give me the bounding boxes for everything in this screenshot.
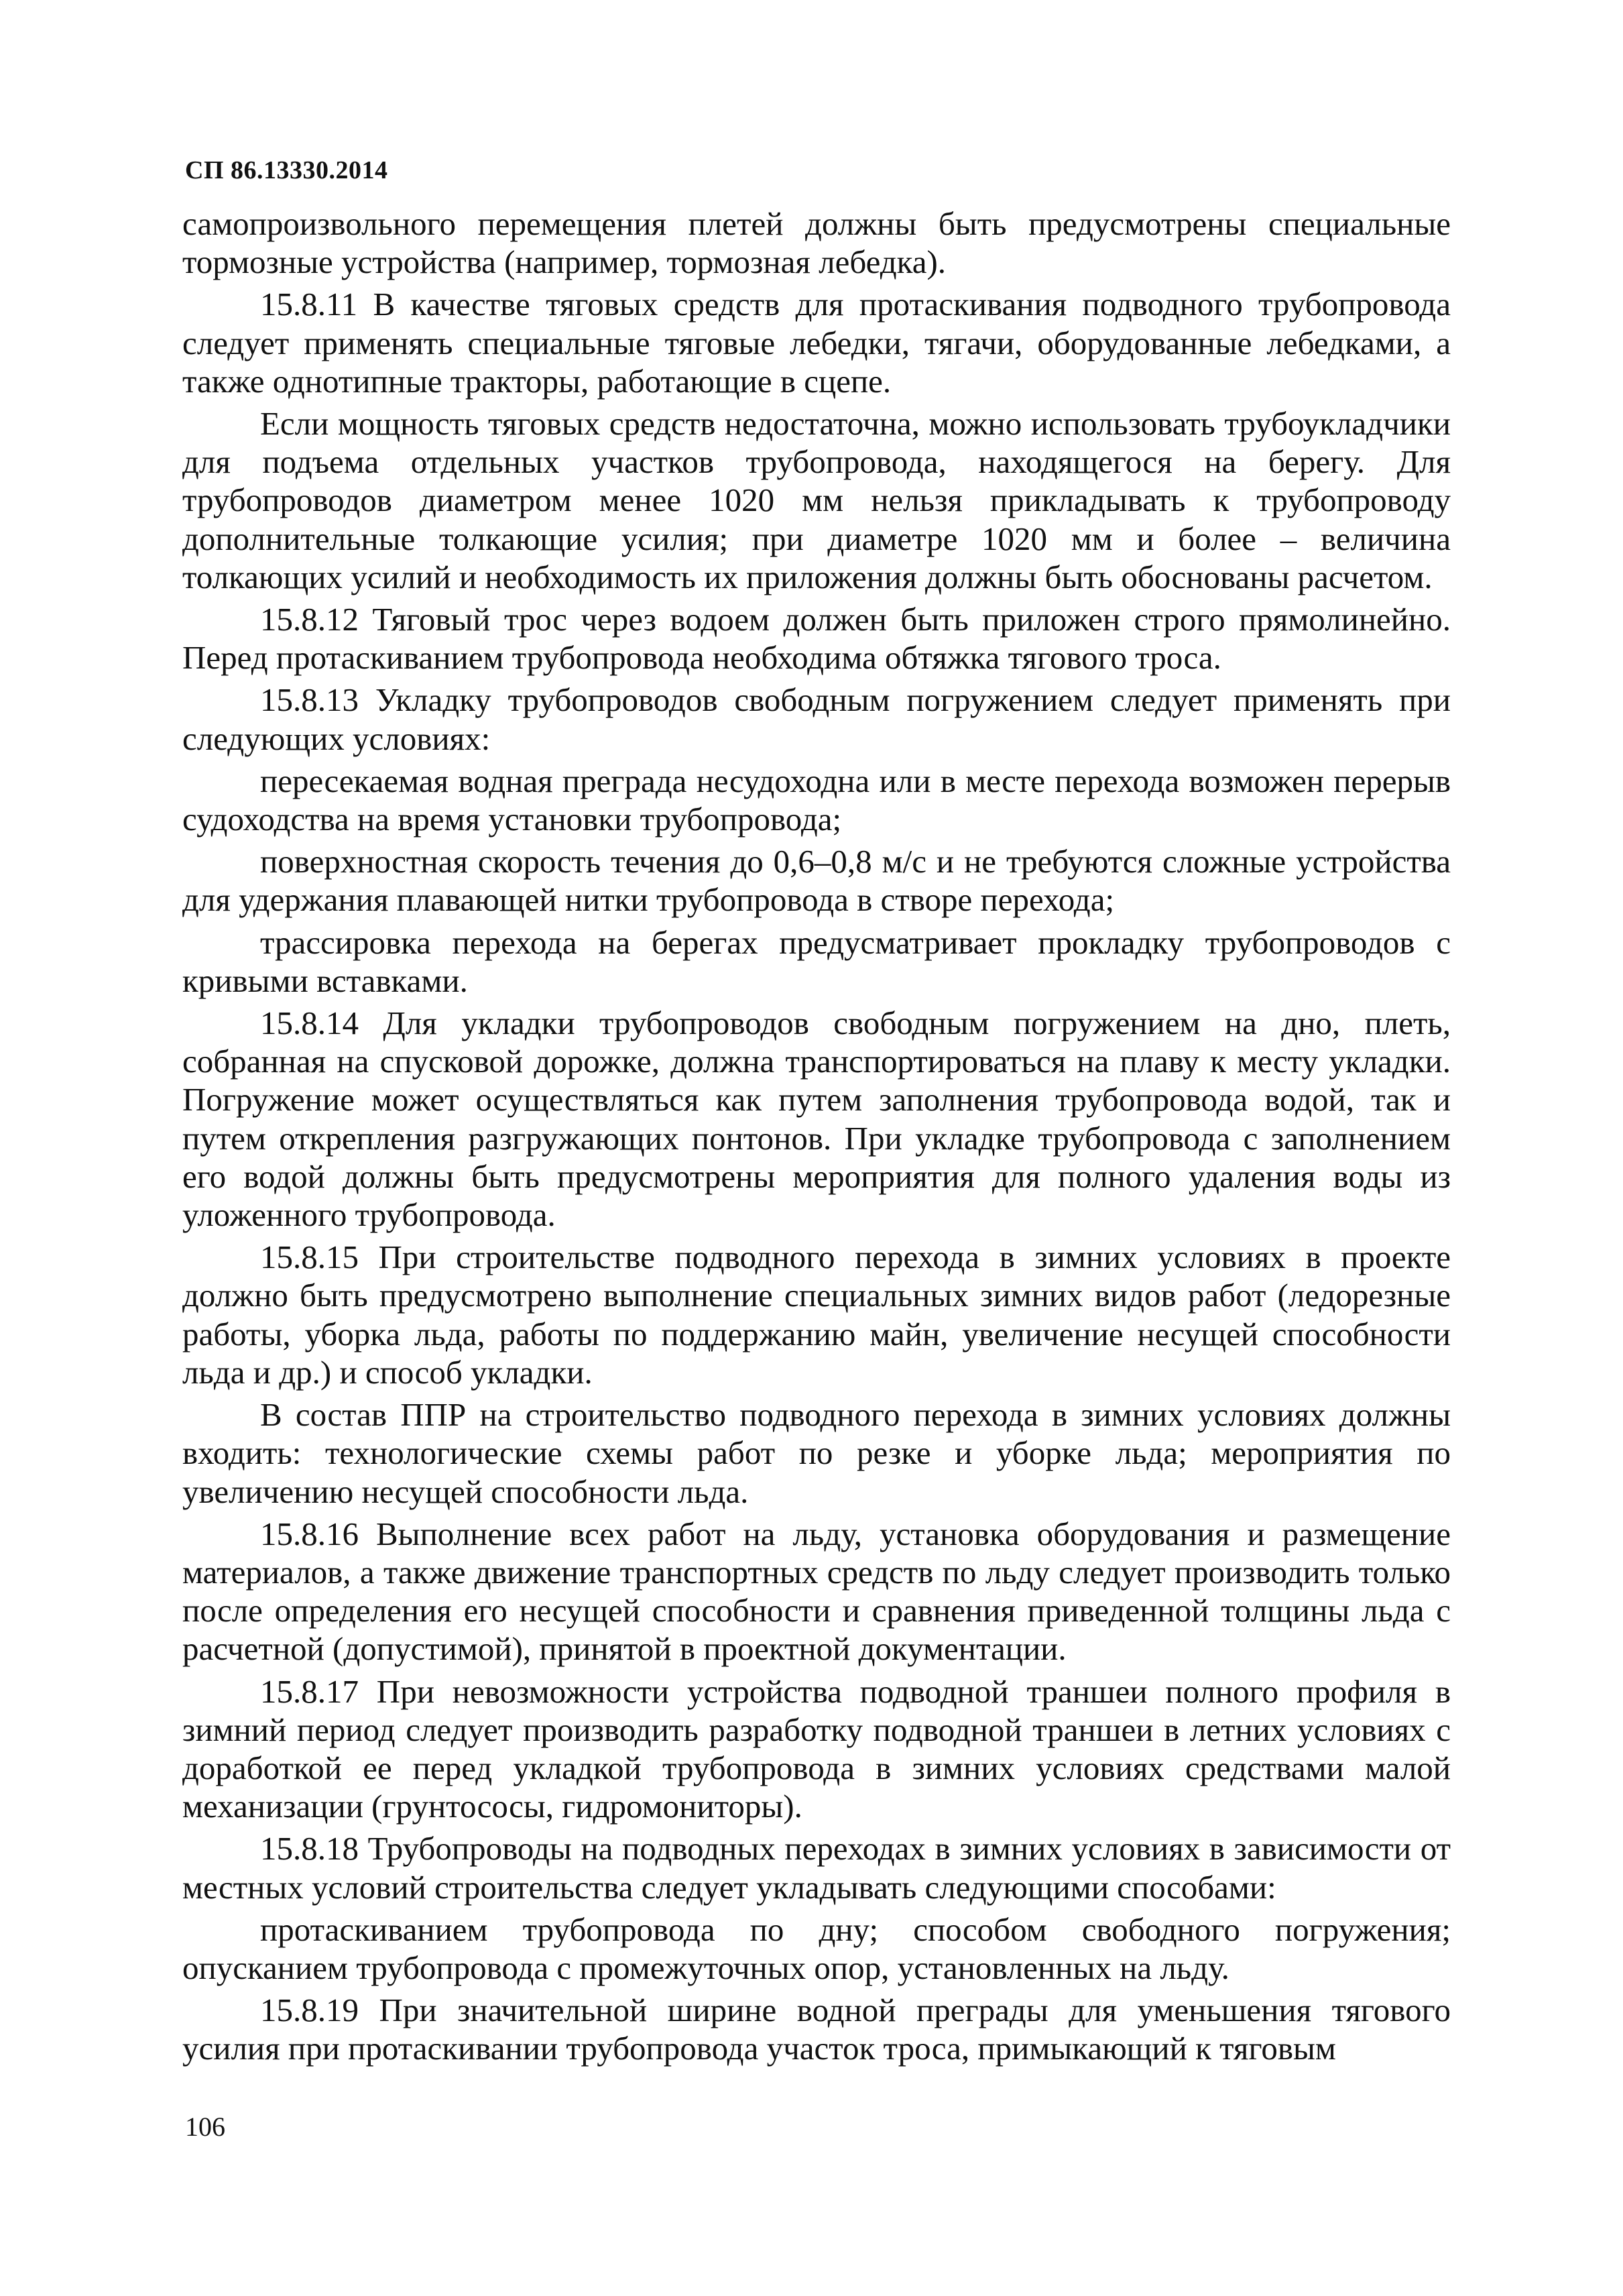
paragraph-traction-power: Если мощность тяговых средств недостаточна, можно использовать трубоукладчики для подъема отдельных участков трубопровода, находящегося на берегу. Для трубопроводов диаметром менее 1020 мм нельзя прикладывать к трубопроводу дополнительные толкающие усилия; при диаметре 1020 мм и более – величина толкающих усилий и необходимость их приложения должны быть обоснованы расчетом.	[182, 405, 1451, 595]
document-code-header: СП 86.13330.2014	[185, 156, 388, 184]
laying-methods-list: протаскиванием трубопровода по дну; способом свободного погружения; опусканием трубопровода с промежуточных опор, установленных на льду.	[182, 1910, 1451, 1986]
document-body	[182, 205, 1451, 2072]
paragraph-15-8-14: 15.8.14 Для укладки трубопроводов свободным погружением на дно, плеть, собранная на спусковой дорожке, должна транспортироваться на плаву к месту укладки. Погружение может осуществляться как путем заполнения трубопровода водой, так и путем открепления разгружающих понтонов. При укладке трубопровода с заполнением его водой должны быть предусмотрены мероприятия для полного удаления воды из уложенного трубопровода.	[182, 1005, 1451, 1234]
condition-item-3: трассировка перехода на берегах предусматривает прокладку трубопроводов с кривыми вставками.	[182, 923, 1451, 999]
paragraph-15-8-17: 15.8.17 При невозможности устройства подводной траншеи полного профиля в зимний период следует производить разработку подводной траншеи в летних условиях с доработкой ее перед укладкой трубопровода в зимних условиях средствами малой механизации (грунтососы, гидромониторы).	[182, 1672, 1451, 1825]
paragraph-continuation: самопроизвольного перемещения плетей должны быть предусмотрены специальные тормозные устройства (например, тормозная лебедка).	[182, 205, 1451, 281]
page-number: 106	[185, 2112, 225, 2142]
condition-item-1: пересекаемая водная преграда несудоходна или в месте перехода возможен перерыв судоходства на время установки трубопровода;	[182, 762, 1451, 838]
paragraph-15-8-13: 15.8.13 Укладку трубопроводов свободным погружением следует применять при следующих условиях:	[182, 681, 1451, 757]
condition-item-2: поверхностная скорость течения до 0,6–0,8 м/с и не требуются сложные устройства для удержания плавающей нитки трубопровода в створе перехода;	[182, 843, 1451, 919]
paragraph-ppr-composition: В состав ППР на строительство подводного перехода в зимних условиях должны входить: технологические схемы работ по резке и уборке льда; мероприятия по увеличению несущей способности льда.	[182, 1396, 1451, 1510]
paragraph-15-8-12: 15.8.12 Тяговый трос через водоем должен быть приложен строго прямолинейно. Перед протаскиванием трубопровода необходима обтяжка тягового троса.	[182, 601, 1451, 677]
paragraph-15-8-19: 15.8.19 При значительной ширине водной преграды для уменьшения тягового усилия при протаскивании трубопровода участок троса, примыкающий к тяговым	[182, 1992, 1451, 2067]
paragraph-15-8-18: 15.8.18 Трубопроводы на подводных переходах в зимних условиях в зависимости от местных условий строительства следует укладывать следующими способами:	[182, 1830, 1451, 1906]
paragraph-15-8-11: 15.8.11 В качестве тяговых средств для протаскивания подводного трубопровода следует применять специальные тяговые лебедки, тягачи, оборудованные лебедками, а также однотипные тракторы, работающие в сцепе.	[182, 286, 1451, 400]
paragraph-15-8-16: 15.8.16 Выполнение всех работ на льду, установка оборудования и размещение материалов, а также движение транспортных средств по льду следует производить только после определения его несущей способности и сравнения приведенной толщины льда с расчетной (допустимой), принятой в проектной документации.	[182, 1515, 1451, 1668]
paragraph-15-8-15: 15.8.15 При строительстве подводного перехода в зимних условиях в проекте должно быть предусмотрено выполнение специальных зимних видов работ (ледорезные работы, уборка льда, работы по поддержанию майн, увеличение несущей способности льда и др.) и способ укладки.	[182, 1239, 1451, 1391]
